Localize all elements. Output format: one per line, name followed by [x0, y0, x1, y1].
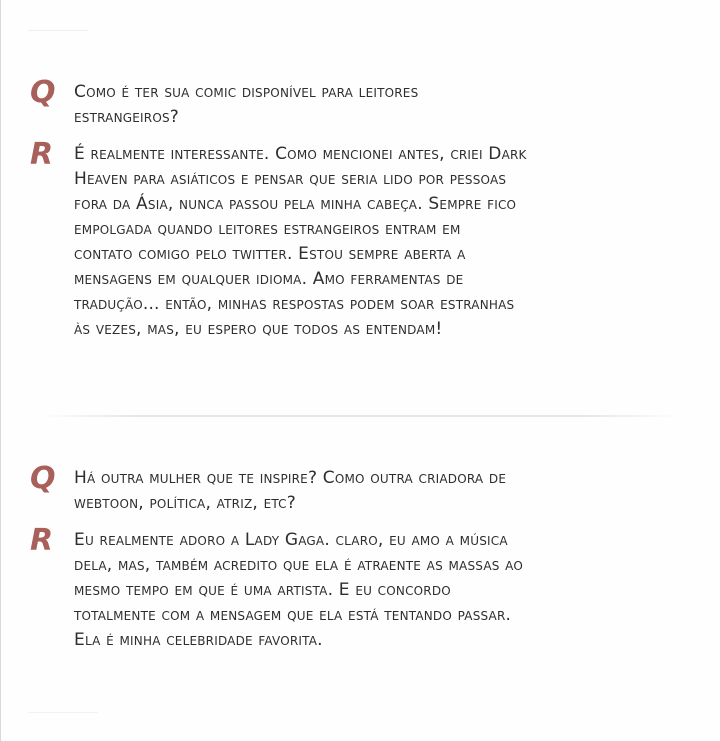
- page-edge-line: [0, 0, 1, 741]
- qa-section-2: [30, 461, 690, 653]
- section-divider: [40, 415, 680, 417]
- question-1: [30, 75, 690, 130]
- qa-section-1: [30, 75, 690, 342]
- top-faint-line: [28, 30, 88, 31]
- question-marker: Q: [30, 461, 56, 496]
- answer-marker: R: [30, 137, 54, 172]
- answer-2: [30, 523, 690, 653]
- question-2: [30, 461, 690, 516]
- question-text: Há outra mulher que te inspire? Como outra criadora de webtoon, política, atriz, etc?: [74, 468, 507, 513]
- question-text: Como é ter sua comic disponível para leitores estrangeiros?: [74, 82, 419, 127]
- bottom-faint-line: [28, 712, 98, 713]
- answer-text: É realmente interessante. Como mencionei antes, criei Dark Heaven para asiáticos e pensar que seria lido por pessoas fora da Ásia, nunca passou pela minha cabeça. Sempre fico empolgada quando leitores estrangeiros entram em contato comigo pelo twitter. Estou sempre aberta a mensagens em qualquer idioma. Amo ferramentas de tradução... então, minhas respostas podem soar estranhas às vezes, mas, eu espero que todos as entendam!: [74, 144, 527, 339]
- question-marker: Q: [30, 75, 56, 110]
- answer-marker: R: [30, 523, 54, 558]
- answer-1: [30, 137, 690, 342]
- answer-text: Eu realmente adoro a Lady Gaga. claro, eu amo a música dela, mas, também acredito que ela é atraente as massas ao mesmo tempo em que é uma artista. E eu concordo totalmente com a mensagem que ela está tentando passar. Ela é minha celebridade favorita.: [74, 530, 523, 650]
